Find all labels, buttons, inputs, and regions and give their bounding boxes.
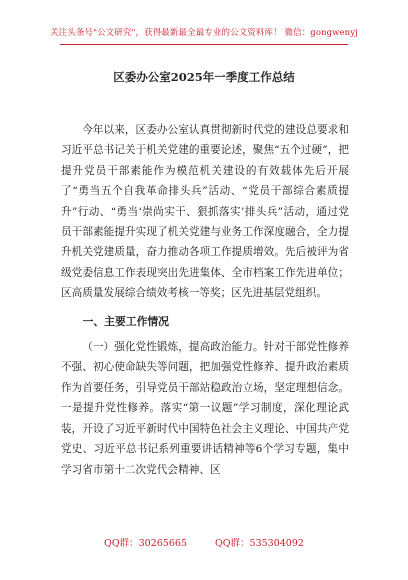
section-paragraph: （一）强化党性锻炼，提高政治能力。针对干部党性修养不强、初心使命缺失等问题，把加强党性修养、提升政治素质作为首要任务，引导党员干部站稳政治立场，坚定理想信念。一是提升党性修养。落实“第一议题”学习制度，深化理论武装，开设了习近平新时代中国特色社会主义理论、中国共产党党史、习近平总书记系列重要讲话精神等6个学习专题，集中学习省市第十二次党代会精神、区 (61, 341, 349, 476)
document-body (61, 120, 349, 480)
intro-paragraph: 今年以来，区委办公室认真贯彻新时代党的建设总要求和习近平总书记关于机关党建的重要论述，聚焦“五个过硬”，把提升党员干部素能作为模范机关建设的有效载体先后开展了“勇当五个自我革命排头兵”活动、“党员干部综合素质提升”行动、“勇当‘崇尚实干、狠抓落实’排头兵”活动，通过党员干部素能提升实现了机关党建与业务工作深度融合，全力提升机关党建质量，奋力推动各项工作提质增效。先后被评为省级党委信息工作表现突出先进集体、全市档案工作先进单位；区高质量发展综合绩效考核一等奖；区先进基层党组织。 (61, 124, 349, 300)
section-heading: 一、主要工作情况 (82, 314, 169, 328)
document-title: 区委办公室2025年一季度工作总结 (113, 70, 295, 84)
footer-qq-group-1: QQ群：30265665 (104, 538, 187, 549)
header-banner: 关注头条号"公文研究"，获得最新最全最专业的公文资料库！ 微信：gongwenyj (50, 28, 358, 38)
footer (0, 535, 408, 549)
header-divider (60, 44, 348, 45)
footer-qq-group-2: QQ群：535304092 (214, 538, 304, 549)
